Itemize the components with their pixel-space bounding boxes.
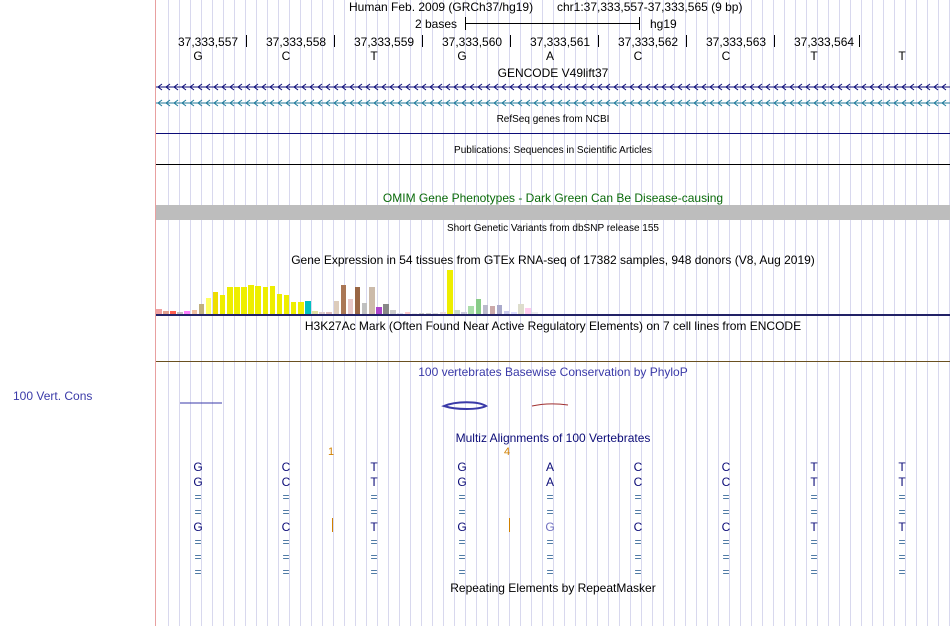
alignment-base: = [634,550,642,564]
scale-bar [465,23,640,24]
gtex-bar[interactable] [227,287,233,314]
alignment-base: = [634,565,642,579]
gtex-bar[interactable] [277,294,283,314]
gtex-bar[interactable] [334,301,340,314]
alignment-base: = [370,505,378,519]
alignment-base: C [633,520,643,534]
alignment-base: = [194,550,202,564]
gtex-bar[interactable] [490,306,496,314]
elephant-insert-1 [332,518,333,532]
alignment-base: = [282,490,290,504]
gtex-bar[interactable] [305,301,311,314]
alignment-base: = [458,565,466,579]
gap-marker-2[interactable]: 4 [504,446,511,458]
gtex-bar[interactable] [234,287,240,314]
alignment-base: = [722,490,730,504]
alignment-base: = [282,565,290,579]
refseq-line[interactable] [156,133,950,134]
gtex-bar[interactable] [383,304,389,314]
gtex-bar[interactable] [220,295,226,314]
gencode-transcript-1 [156,84,950,90]
reference-base: T [370,49,378,63]
alignment-base: T [898,460,906,474]
coordinate-tick [510,35,511,47]
elephant-insert-2 [509,518,510,532]
alignment-base: T [810,460,818,474]
coordinate-tick [686,35,687,47]
phylop-signal[interactable] [156,395,950,415]
reference-base: C [633,49,643,63]
alignment-base: = [282,535,290,549]
alignment-base: = [810,490,818,504]
reference-base: G [457,49,467,63]
alignment-base: = [458,535,466,549]
coordinate-label: 37,333,563 [706,35,767,49]
gtex-bar[interactable] [447,270,453,314]
alignment-base: C [281,520,291,534]
gtex-bar[interactable] [284,295,290,314]
alignment-base: T [810,475,818,489]
gtex-bar[interactable] [483,305,489,314]
coordinate-label: 37,333,561 [530,35,591,49]
gtex-bar[interactable] [376,307,382,314]
omim-track-title: OMIM Gene Phenotypes - Dark Green Can Be Disease-causing [382,191,724,205]
alignment-base: = [722,505,730,519]
gtex-bar[interactable] [348,299,354,314]
alignment-base: = [458,490,466,504]
alignment-base: G [457,475,467,489]
alignment-base: = [898,505,906,519]
coordinate-tick [422,35,423,47]
alignment-base: = [546,565,554,579]
reference-base: T [898,49,906,63]
gtex-bar[interactable] [270,286,276,314]
coordinate-tick [598,35,599,47]
omim-feature-bar[interactable] [156,205,950,220]
alignment-base: C [721,520,731,534]
gtex-bar[interactable] [518,304,524,314]
alignment-base: = [810,565,818,579]
coordinate-label: 37,333,560 [442,35,503,49]
alignment-base: G [545,520,555,534]
alignment-base: = [546,490,554,504]
alignment-base: = [370,565,378,579]
track-labels [0,0,155,626]
alignment-base: = [282,505,290,519]
gtex-track-title: Gene Expression in 54 tissues from GTEx RNA-seq of 17382 samples, 948 donors (V8, Aug 2019) [291,253,815,267]
reference-base: C [281,49,291,63]
gtex-bar[interactable] [497,305,503,314]
gtex-bar[interactable] [263,287,269,314]
gtex-bar[interactable] [341,285,347,314]
alignment-base: A [545,475,554,489]
reference-base: T [810,49,818,63]
alignment-base: = [898,535,906,549]
alignment-base: T [370,520,378,534]
alignment-base: C [721,475,731,489]
alignment-base: = [546,550,554,564]
alignment-base: G [457,520,467,534]
alignment-base: = [458,505,466,519]
gtex-bar-chart[interactable] [156,268,950,314]
gtex-bar[interactable] [199,304,205,314]
assembly-text: Human Feb. 2009 (GRCh37/hg19) [349,0,534,14]
position-text: chr1:37,333,557-37,333,565 (9 bp) [557,0,743,14]
gtex-bar[interactable] [291,302,297,314]
gtex-bar[interactable] [255,286,261,314]
alignment-base: = [722,565,730,579]
gap-marker-1[interactable]: 1 [328,446,335,458]
alignment-base: = [810,505,818,519]
gtex-bar[interactable] [369,287,375,314]
coordinate-tick [774,35,775,47]
scale-bar-text: 2 bases [415,17,458,31]
alignment-base: = [634,490,642,504]
h3k27ac-track-title: H3K27Ac Mark (Often Found Near Active Regulatory Elements) on 7 cell lines from ENCODE [304,319,802,333]
coordinate-label: 37,333,559 [354,35,415,49]
publications-line[interactable] [156,164,950,165]
alignment-base: = [370,490,378,504]
alignment-base: = [370,535,378,549]
alignment-base: = [194,490,202,504]
scale-bar-right-tick [639,17,640,30]
alignment-base: = [898,550,906,564]
alignment-base: = [810,550,818,564]
alignment-base: = [810,535,818,549]
gtex-bar[interactable] [298,302,304,314]
reference-base: C [721,49,731,63]
alignment-base: T [898,520,906,534]
gencode-transcripts[interactable] [156,82,950,110]
reference-base: G [193,49,203,63]
coordinate-tick [859,35,860,47]
phylop-track-label[interactable]: 100 Vert. Cons [13,389,93,403]
reference-base: A [545,49,554,63]
alignment-base: = [898,565,906,579]
alignment-base: = [546,505,554,519]
coordinate-label: 37,333,564 [794,35,855,49]
alignment-base: = [282,550,290,564]
alignment-base: = [722,535,730,549]
alignment-base: C [281,460,291,474]
gtex-bar[interactable] [355,287,361,314]
alignment-base: = [458,550,466,564]
publications-track-title: Publications: Sequences in Scientific Articles [454,145,652,156]
alignment-base: = [546,535,554,549]
coordinate-label: 37,333,557 [178,35,239,49]
h3k27ac-baseline [156,361,950,362]
alignment-base: A [545,460,554,474]
alignment-base: = [194,505,202,519]
alignment-base: G [193,460,203,474]
alignment-base: = [194,565,202,579]
gtex-gene-line [156,314,950,316]
multiz-track-title: Multiz Alignments of 100 Vertebrates [455,431,651,445]
gtex-bar[interactable] [248,285,254,314]
alignment-base: = [194,535,202,549]
gencode-track-title: GENCODE V49lift37 [497,66,609,80]
alignment-base: T [370,475,378,489]
alignment-base: T [810,520,818,534]
phylop-track-title: 100 vertebrates Basewise Conservation by PhyloP [418,365,688,379]
alignment-base: = [898,490,906,504]
alignment-base: T [370,460,378,474]
scale-db-text: hg19 [650,17,677,31]
coordinate-label: 37,333,562 [618,35,679,49]
alignment-base: = [370,550,378,564]
alignment-base: = [634,505,642,519]
scale-bar-left-tick [465,17,466,30]
alignment-base: G [457,460,467,474]
alignment-base: G [193,520,203,534]
repeatmasker-track-title: Repeating Elements by RepeatMasker [450,581,656,595]
alignment-base: = [722,550,730,564]
gencode-transcript-2 [156,100,950,106]
gtex-bar[interactable] [206,298,212,314]
alignment-base: C [633,475,643,489]
gtex-bar[interactable] [476,299,482,314]
gtex-bar[interactable] [241,287,247,314]
alignment-base: C [633,460,643,474]
alignment-base: C [721,460,731,474]
gtex-bar[interactable] [213,292,219,314]
alignment-base: C [281,475,291,489]
alignment-base: G [193,475,203,489]
gtex-bar[interactable] [468,306,474,314]
refseq-track-title: RefSeq genes from NCBI [496,114,610,125]
coordinate-label: 37,333,558 [266,35,327,49]
coordinate-tick [246,35,247,47]
alignment-base: = [634,535,642,549]
coordinate-tick [334,35,335,47]
gtex-bar[interactable] [362,303,368,314]
dbsnp-track-title: Short Genetic Variants from dbSNP release 155 [447,223,659,234]
alignment-base: T [898,475,906,489]
